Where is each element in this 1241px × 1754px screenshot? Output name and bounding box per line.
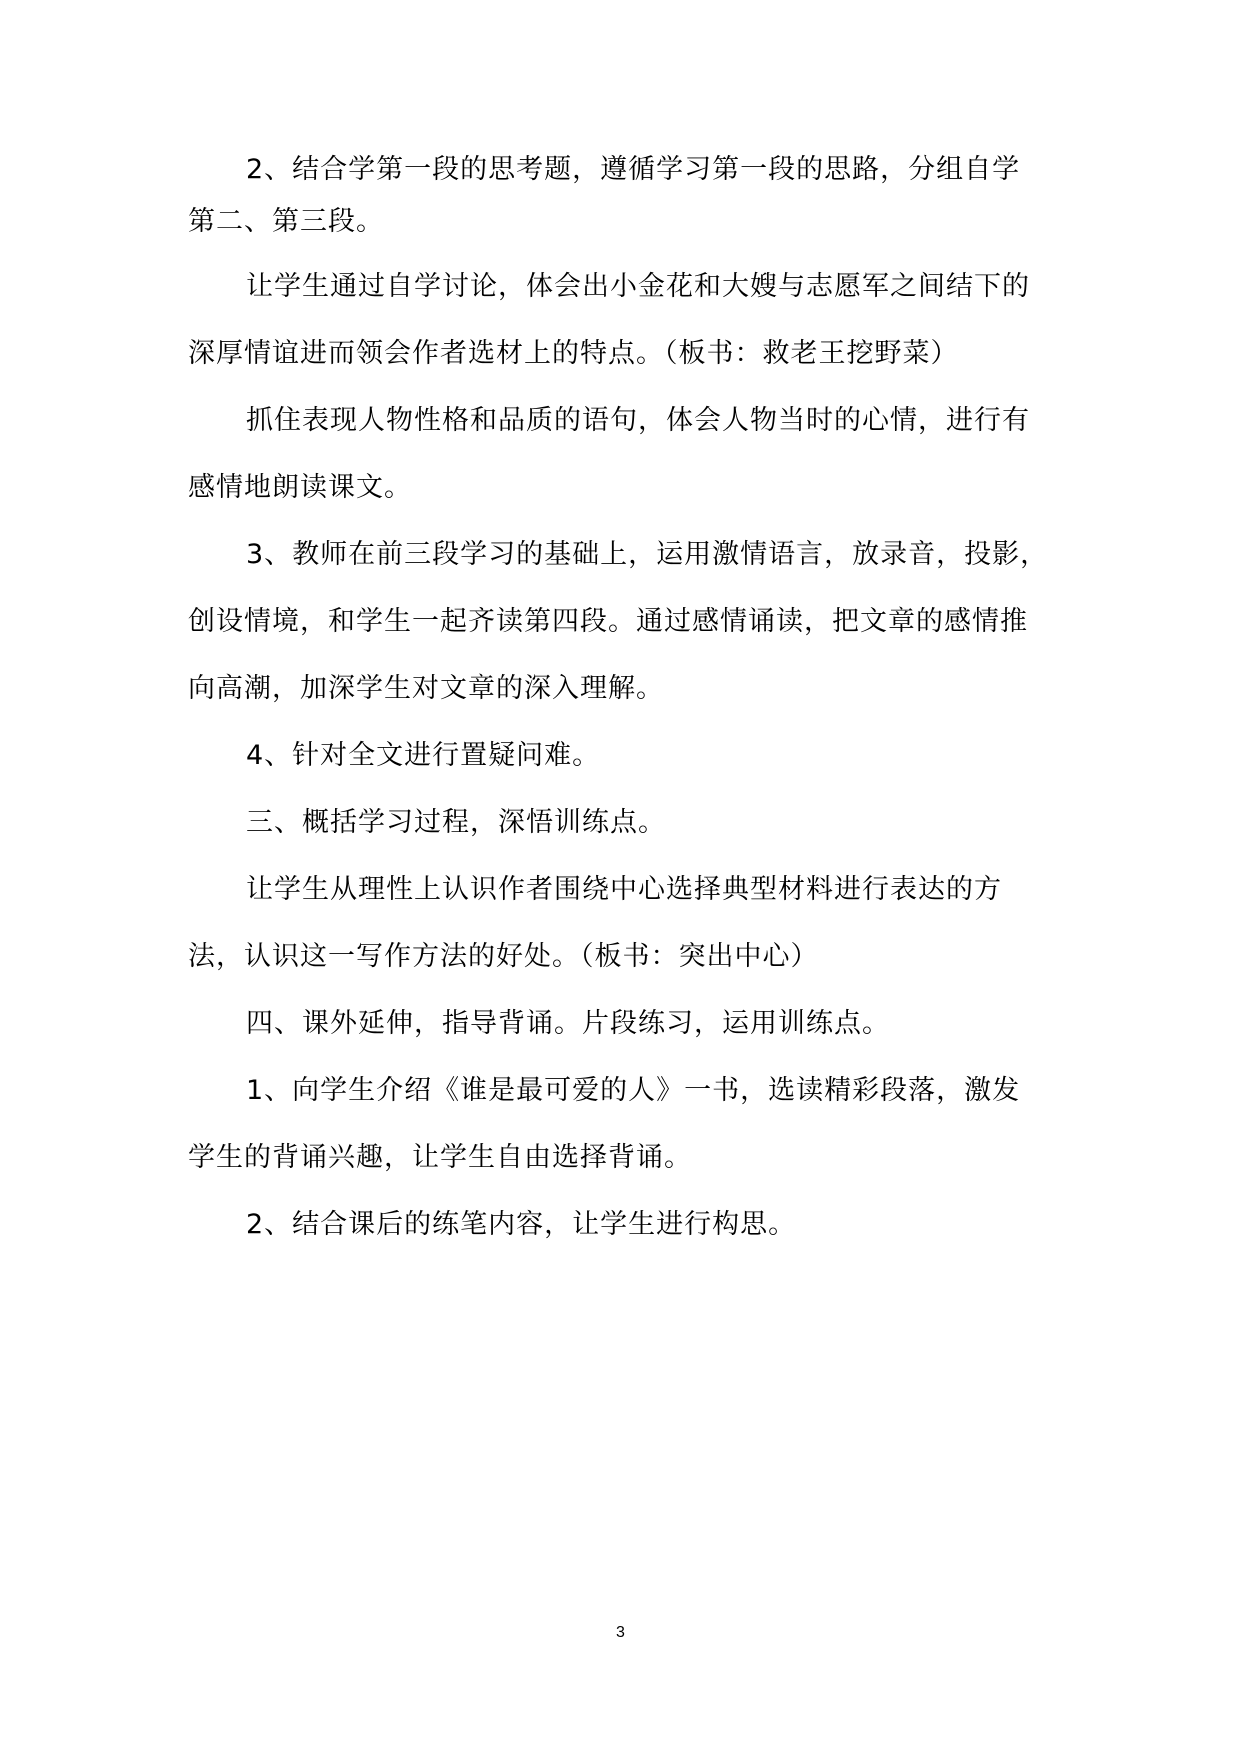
text-line: 让学生从理性上认识作者围绕中心选择典型材料进行表达的方 [246,874,1002,905]
text-line: 向高潮，加深学生对文章的深入理解。 [188,673,664,704]
text-line: 3、教师在前三段学习的基础上，运用激情语言，放录音，投影， [246,539,1049,570]
text-line: 法，认识这一写作方法的好处。（板书：突出中心） [188,941,819,972]
text-line: 让学生通过自学讨论，体会出小金花和大嫂与志愿军之间结下的 [246,271,1030,302]
text-line: 四、课外延伸，指导背诵。片段练习，运用训练点。 [246,1008,890,1039]
text-line: 2、结合学第一段的思考题，遵循学习第一段的思路，分组自学 [246,154,1021,185]
text-line: 2、结合课后的练笔内容，让学生进行构思。 [246,1209,797,1240]
text-line: 深厚情谊进而领会作者选材上的特点。（板书：救老王挖野菜） [188,338,959,369]
text-line: 1、向学生介绍《谁是最可爱的人》一书，选读精彩段落，激发 [246,1075,1021,1106]
page-number: 3 [616,1624,625,1641]
text-line: 4、针对全文进行置疑问难。 [246,740,601,771]
text-line: 感情地朗读课文。 [188,472,412,503]
text-line: 创设情境，和学生一起齐读第四段。通过感情诵读，把文章的感情推 [188,606,1028,637]
text-line: 第二、第三段。 [188,206,384,237]
text-line: 三、概括学习过程，深悟训练点。 [246,807,666,838]
text-line: 抓住表现人物性格和品质的语句，体会人物当时的心情，进行有 [246,405,1030,436]
text-line: 学生的背诵兴趣，让学生自由选择背诵。 [188,1142,692,1173]
